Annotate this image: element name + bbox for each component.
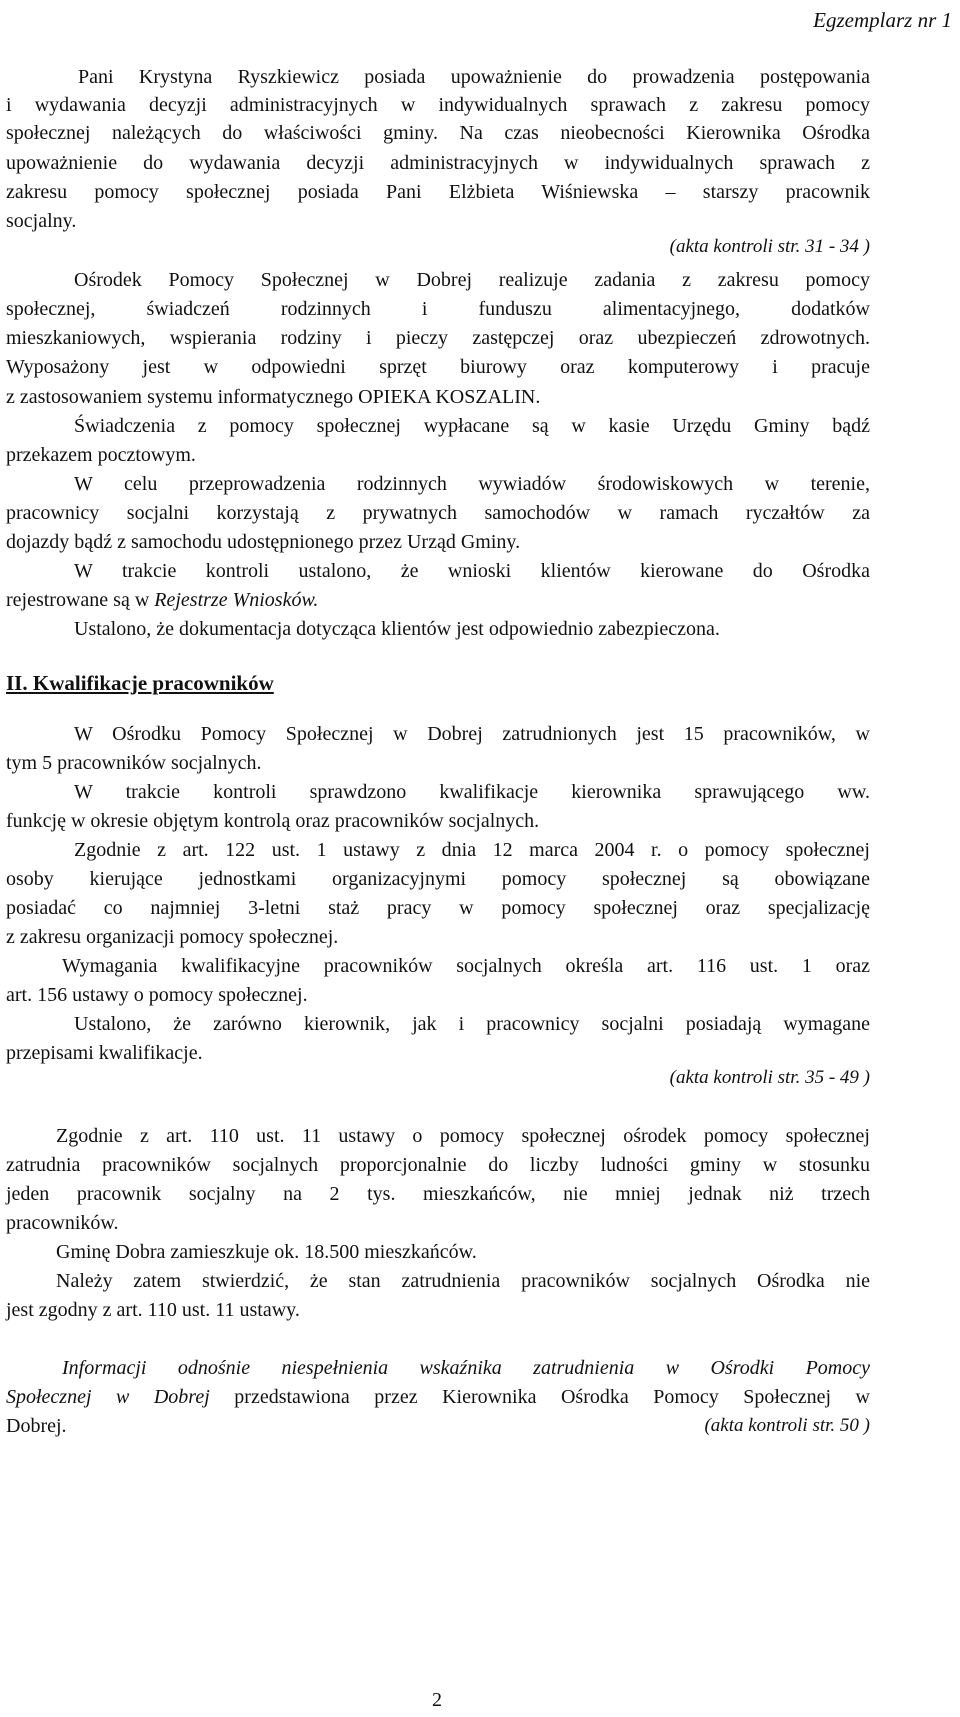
- paragraph-line: z zastosowaniem systemu informatycznego OPIEKA KOSZALIN.: [6, 386, 541, 408]
- paragraph-line: jeden pracownik socjalny na 2 tys. mieszkańców, nie mniej jednak niż trzech: [6, 1183, 870, 1205]
- text-run: rejestrowane są w: [6, 589, 155, 611]
- paragraph-line: socjalny.: [6, 210, 77, 232]
- paragraph-line: Zgodnie z art. 110 ust. 11 ustawy o pomocy społecznej ośrodek pomocy społecznej: [56, 1125, 870, 1147]
- paragraph-line: i wydawania decyzji administracyjnych w indywidualnych sprawach z zakresu pomocy: [6, 94, 870, 116]
- paragraph-line: pracowników.: [6, 1212, 119, 1234]
- paragraph-line: Ustalono, że zarówno kierownik, jak i pracownicy socjalni posiadają wymagane: [74, 1013, 870, 1035]
- paragraph-line: tym 5 pracowników socjalnych.: [6, 752, 262, 774]
- paragraph-line: Wymagania kwalifikacyjne pracowników socjalnych określa art. 116 ust. 1 oraz: [62, 955, 870, 977]
- paragraph-line: mieszkaniowych, wspierania rodziny i pieczy zastępczej oraz ubezpieczeń zdrowotnych.: [6, 327, 870, 349]
- paragraph-line: zatrudnia pracowników socjalnych proporcjonalnie do liczby ludności gminy w stosunku: [6, 1154, 870, 1176]
- paragraph-line: funkcję w okresie objętym kontrolą oraz pracowników socjalnych.: [6, 810, 540, 832]
- paragraph-line: posiadać co najmniej 3-letni staż pracy w pomocy społecznej oraz specjalizację: [6, 897, 870, 919]
- paragraph-line: [6, 1385, 870, 1409]
- paragraph-line: W Ośrodku Pomocy Społecznej w Dobrej zatrudnionych jest 15 pracowników, w: [74, 723, 870, 745]
- paragraph-line: art. 156 ustawy o pomocy społecznej.: [6, 984, 308, 1006]
- copy-number-label: Egzemplarz nr 1: [813, 8, 952, 32]
- paragraph-line: z zakresu organizacji pomocy społecznej.: [6, 926, 339, 948]
- paragraph-line: W celu przeprowadzenia rodzinnych wywiadów środowiskowych w terenie,: [74, 473, 870, 495]
- paragraph-line: Należy zatem stwierdzić, że stan zatrudnienia pracowników socjalnych Ośrodka nie: [56, 1270, 870, 1292]
- paragraph-line: Ośrodek Pomocy Społecznej w Dobrej realizuje zadania z zakresu pomocy: [74, 269, 870, 291]
- paragraph-line: osoby kierujące jednostkami organizacyjnymi pomocy społecznej są obowiązane: [6, 868, 870, 890]
- paragraph-line: dojazdy bądź z samochodu udostępnionego przez Urząd Gminy.: [6, 531, 521, 553]
- paragraph-line: Świadczenia z pomocy społecznej wypłacane są w kasie Urzędu Gminy bądź: [74, 415, 870, 437]
- paragraph-line: W trakcie kontroli ustalono, że wnioski klientów kierowane do Ośrodka: [74, 560, 870, 582]
- paragraph-line: Gminę Dobra zamieszkuje ok. 18.500 mieszkańców.: [56, 1241, 477, 1263]
- paragraph-line: jest zgodny z art. 110 ust. 11 ustawy.: [6, 1299, 300, 1321]
- text-run: Społecznej w Dobrej: [6, 1386, 210, 1408]
- section-title: Kwalifikacje pracowników: [27, 671, 274, 695]
- paragraph-line: społecznej należących do właściwości gminy. Na czas nieobecności Kierownika Ośrodka: [6, 122, 870, 144]
- paragraph-line: [6, 588, 318, 612]
- paragraph-line: pracownicy socjalni korzystają z prywatnych samochodów w ramach ryczałtów za: [6, 502, 870, 524]
- file-reference: (akta kontroli str. 50 ): [704, 1415, 870, 1436]
- paragraph-line: Zgodnie z art. 122 ust. 1 ustawy z dnia 12 marca 2004 r. o pomocy społecznej: [74, 839, 870, 861]
- file-reference: (akta kontroli str. 35 - 49 ): [669, 1067, 870, 1088]
- paragraph-line: przekazem pocztowym.: [6, 444, 196, 466]
- text-run: przedstawiona przez Kierownika Ośrodka Pomocy Społecznej w: [209, 1386, 870, 1408]
- paragraph-line: Ustalono, że dokumentacja dotycząca klientów jest odpowiednio zabezpieczona.: [74, 618, 720, 640]
- paragraph-line: zakresu pomocy społecznej posiada Pani Elżbieta Wiśniewska – starszy pracownik: [6, 181, 870, 203]
- paragraph-line: Dobrej.: [6, 1415, 67, 1437]
- paragraph-line: Wyposażony jest w odpowiedni sprzęt biurowy oraz komputerowy i pracuje: [6, 356, 870, 378]
- paragraph-line: Informacji odnośnie niespełnienia wskaźnika zatrudnienia w Ośrodki Pomocy: [62, 1357, 870, 1379]
- section-heading: [6, 671, 274, 695]
- paragraph-line: W trakcie kontroli sprawdzono kwalifikacje kierownika sprawującego ww.: [74, 781, 870, 803]
- section-number: II.: [6, 671, 28, 695]
- page-number: 2: [432, 1689, 442, 1711]
- paragraph-line: społecznej, świadczeń rodzinnych i funduszu alimentacyjnego, dodatków: [6, 298, 870, 320]
- paragraph-line: upoważnienie do wydawania decyzji administracyjnych w indywidualnych sprawach z: [6, 152, 870, 174]
- file-reference: (akta kontroli str. 31 - 34 ): [669, 236, 870, 257]
- paragraph-line: przepisami kwalifikacje.: [6, 1042, 203, 1064]
- paragraph-line: Pani Krystyna Ryszkiewicz posiada upoważnienie do prowadzenia postępowania: [78, 66, 870, 88]
- register-name: Rejestrze Wniosków.: [154, 589, 319, 611]
